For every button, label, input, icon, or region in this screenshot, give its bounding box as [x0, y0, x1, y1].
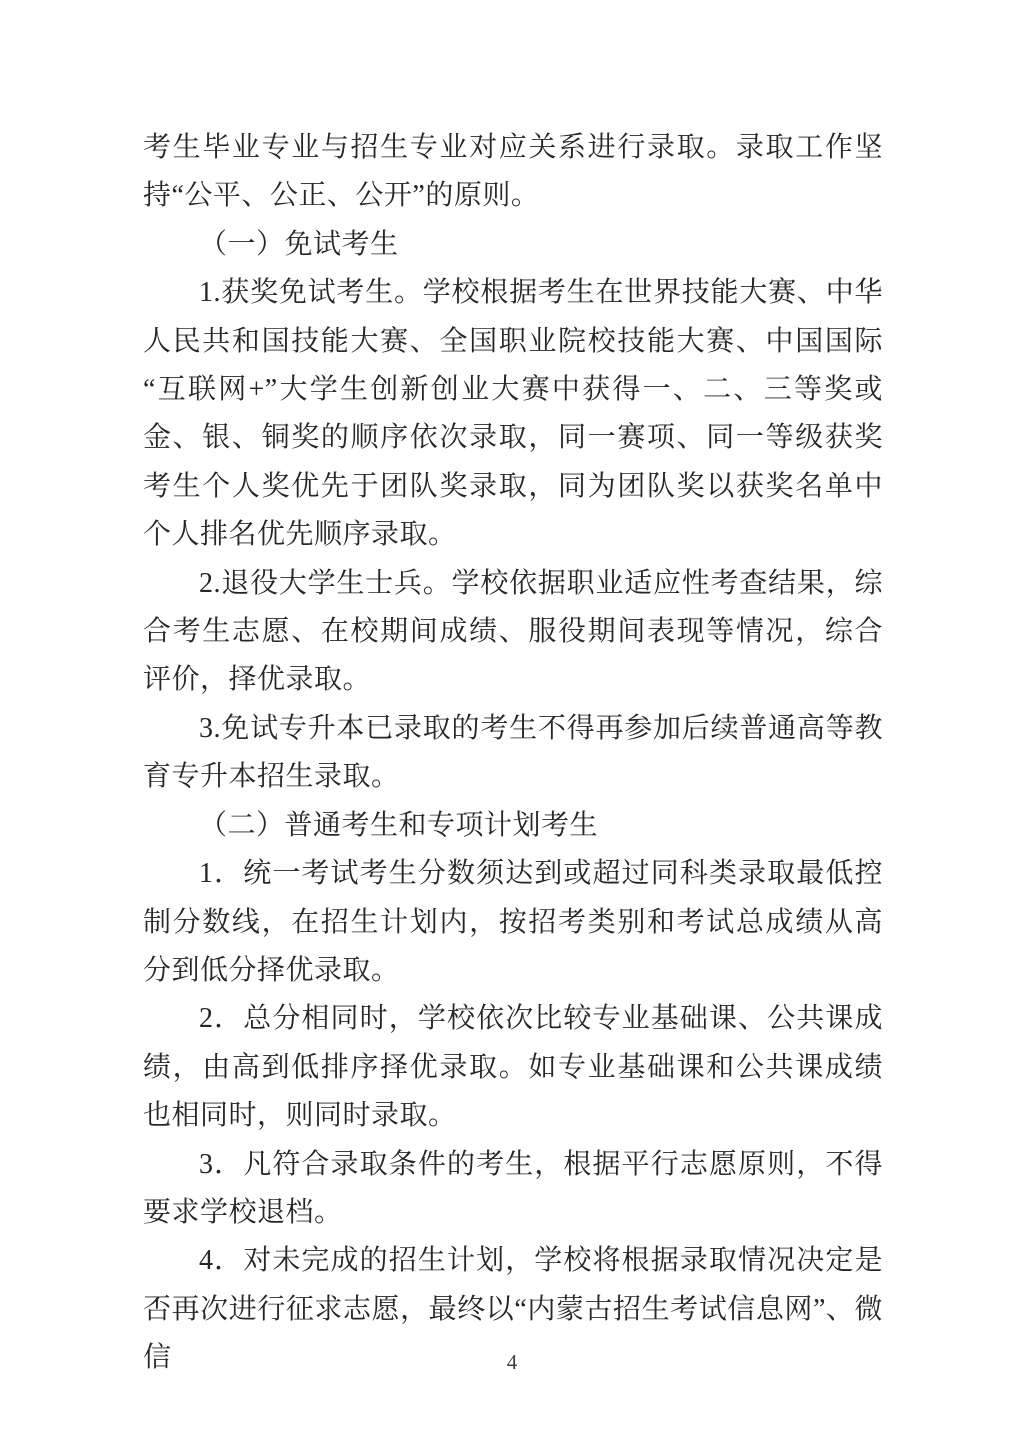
- paragraph-item-1-2: 2.退役大学生士兵。学校依据职业适应性考查结果，综合考生志愿、在校期间成绩、服役期间表现等情况，综合评价，择优录取。: [143, 567, 883, 696]
- paragraph-item-1-1: 1.获奖免试考生。学校根据考生在世界技能大赛、中华人民共和国技能大赛、全国职业院校技能大赛、中国国际“互联网+”大学生创新创业大赛中获得一、二、三等奖或金、银、铜奖的顺序依次录取，同一赛项、同一等级获奖考生个人奖优先于团队奖录取，同为团队奖以获奖名单中个人排名优先顺序录取。: [143, 277, 883, 551]
- page-number: 4: [506, 1350, 518, 1374]
- paragraph-item-2-2: 2．总分相同时，学校依次比较专业基础课、公共课成绩，由高到低排序择优录取。如专业基础课和公共课成绩也相同时，则同时录取。: [143, 1003, 883, 1132]
- section-heading-1: （一）免试考生: [199, 228, 399, 260]
- paragraph-item-2-3: 3．凡符合录取条件的考生，根据平行志愿原则，不得要求学校退档。: [143, 1148, 883, 1228]
- paragraph-continuation: 考生毕业专业与招生专业对应关系进行录取。录取工作坚持“公平、公正、公开”的原则。: [143, 132, 883, 212]
- paragraph-item-1-3: 3.免试专升本已录取的考生不得再参加后续普通高等教育专升本招生录取。: [143, 712, 883, 793]
- paragraph-item-2-4: 4．对未完成的招生计划，学校将根据录取情况决定是否再次进行征求志愿，最终以“内蒙古招生考试信息网”、微信: [143, 1245, 883, 1374]
- paragraph-item-2-1: 1．统一考试考生分数须达到或超过同科类录取最低控制分数线，在招生计划内，按招考类别和考试总成绩从高分到低分择优录取。: [143, 858, 883, 986]
- document-body: [143, 124, 883, 1383]
- section-heading-2: （二）普通考生和专项计划考生: [199, 809, 599, 841]
